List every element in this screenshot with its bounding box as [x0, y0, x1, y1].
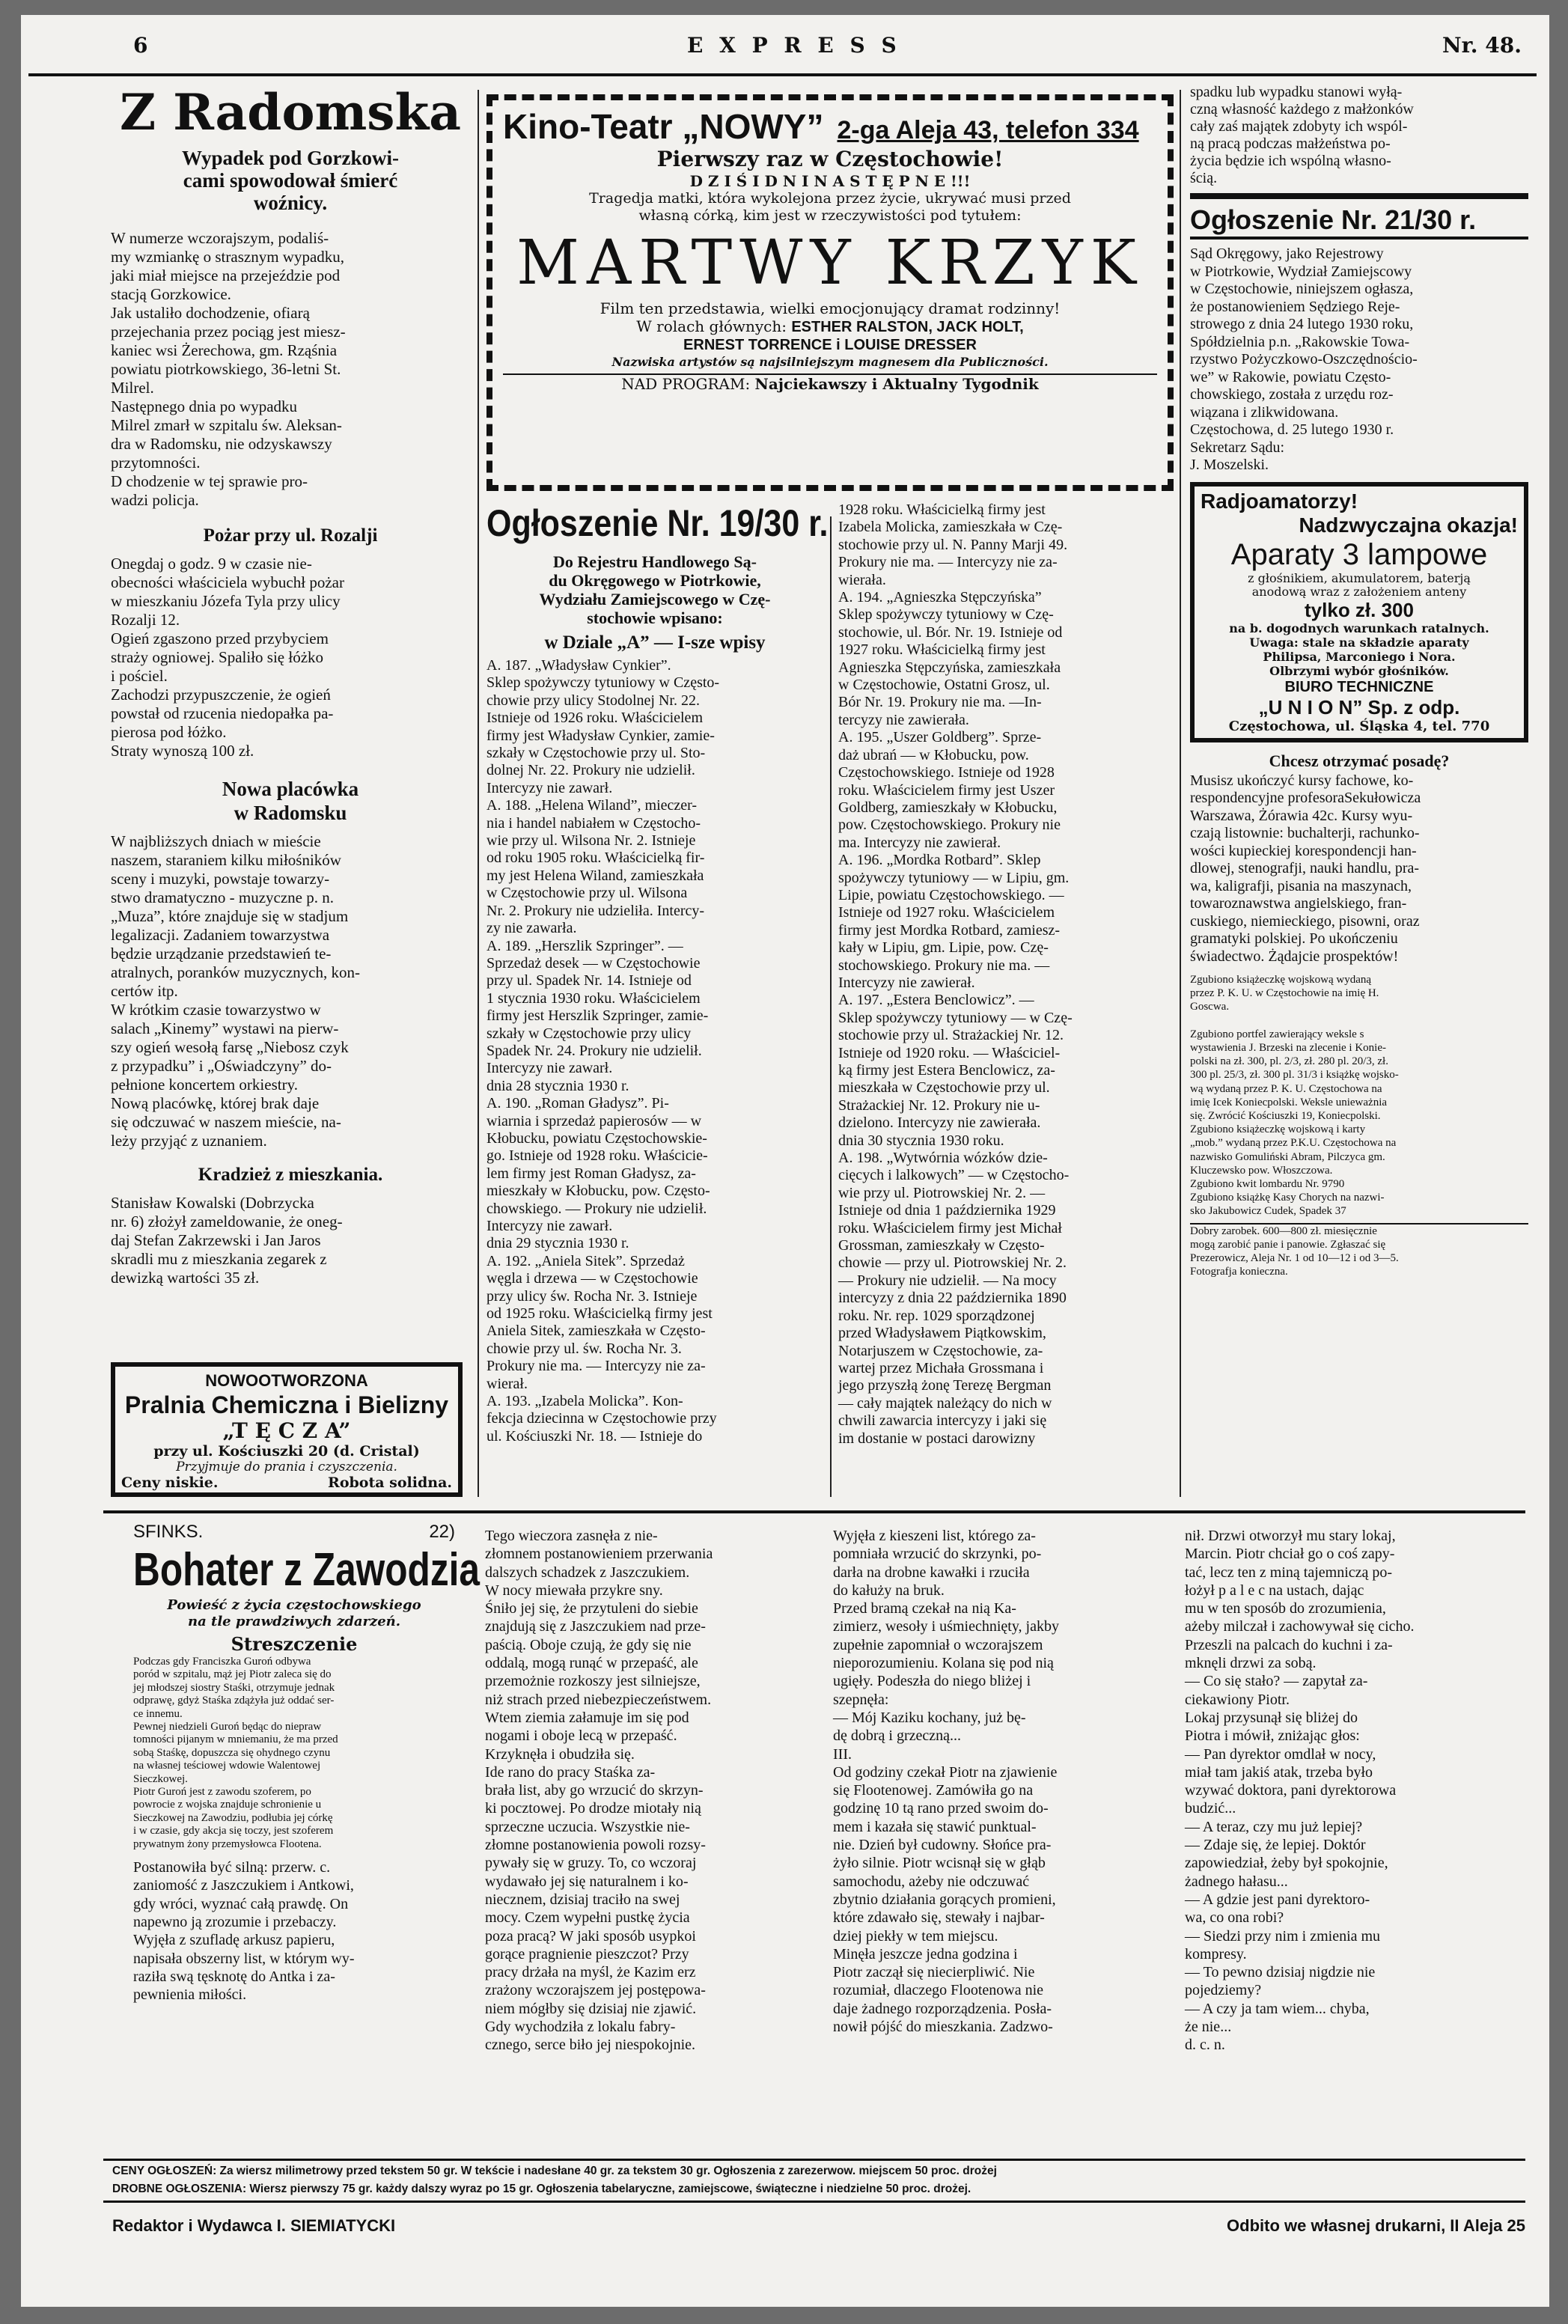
- article-body: Stanisław Kowalski (Dobrzycka nr. 6) złożył zameldowanie, że oneg- daj Stefan Zakrzewski i Jan Jaros skradli mu z mieszkania zegarek z dewizką wartości 35 zł.: [111, 1194, 343, 1287]
- serial-subtitle: Powieść z życia częstochowskiego na tle prawdziwych zdarzeń.: [167, 1597, 421, 1629]
- ad-address: Częstochowa, ul. Śląska 4, tel. 770: [1228, 718, 1490, 734]
- printer-line: Odbito we własnej drukarni, II Aleja 25: [1227, 2216, 1525, 2235]
- ad-line: Radjoamatorzy!: [1201, 489, 1358, 513]
- right-column: [1190, 84, 1528, 1278]
- serial-text: Tego wieczora zasnęła z nie- złomnem postanowieniem przerwania dalszych schadzek z Jaszczukiem. W nocy miewała przykre sny. Śniło jej się, że przytuleni do siebie znajdują się z Jaszczukiem nad prze- paścią. Oboje czują, że gdy się nie oddalą, mogą runąć w przepaść, ale przemożnie rozkoszy jest silniejsze, niż strach przed niebezpieczeństwem. Wtem ziemia załamuje im się pod nogami i oboje lecą w przepaść. Krzyknęła i obudziła się. Ide rano do pracy Staśka za- brała list, aby go wrzucić do skrzyn- ki pocztowej. Po drodze miotały nią sprzeczne uczucia. Wszystkie nie- złomne postanowienia powoli rozsy- pywały się w gruzy. To, co wczoraj wydawało jej się naturalnem i ko- niecznem, dzisiaj traciło na swej mocy. Czem wypełni pustkę życia poza pracą? W jaki sposób usypkoi gorące pragnienie pieszczot? Przy pracy drżała na myśl, że Kazim erz zrażony wczorajszem jej postępowa- niem mógłby się dzisiaj nie zjawić. Gdy wychodziła z lokalu fabry- cznego, serce biło jej niespokojnie.: [485, 1528, 713, 2054]
- ad-headline: Pralnia Chemiczna i Bielizny: [124, 1391, 449, 1418]
- page-number: 6: [133, 33, 148, 58]
- notice-title: Ogłoszenie Nr. 19/30 r.: [486, 502, 829, 544]
- ad-headline: Aparaty 3 lampowe: [1230, 537, 1488, 571]
- notice-entries: 1928 roku. Właścicielką firmy jest Izabela Molicka, zamieszkała w Czę- stochowie przy ul. N. Panny Marji 49. Prokury nie ma. — Intercyzy nie za- wierała. A. 194. „Agnieszka Stępczyńska” Sklep spożywczy tytuniowy w Czę- stochowie, ul. Bór. Nr. 19. Istnieje od 1927 roku. Właścicielką firmy jest Agnieszka Stępczyńska, zamieszkała w Częstochowie, Ostatni Grosz, ul. Bór Nr. 19. Prokury nie ma. —In- tercyzy nie zawierała. A. 195. „Uszer Goldberg”. Sprze- daż ubrań — w Kłobucku, pow. Częstochowskiego. Istnieje od 1928 roku. Właścicielem firmy jest Uszer Goldberg, zamieszkały w Kłobucku, pow. Częstochowskiego. Prokury nie ma. Intercyzy nie zawierał. A. 196. „Mordka Rotbard”. Sklep spożywczy tytuniowy — w Lipiu, gm. Lipie, powiatu Częstochowskiego. — Istnieje od 1927 roku. Właścicielem firmy jest Mordka Rotbard, zamiesz- kały w Lipiu, gm. Lipie, pow. Czę- stochowskiego. Prokury nie ma. — Intercyzy nie zawierał. A. 197. „Estera Benclowicz”. — Sklep spożywczy tytuniowy — w Czę- stochowie przy ul. Strażackiej Nr. 12. Istnieje od 1920 roku. — Właściciel- ką firmy jest Estera Benclowicz, za- mieszkała w Częstochowie przy ul. Strażackiej Nr. 12. Prokury nie u- dzielono. Intercyzy nie zawierała. dnia 30 stycznia 1930 roku. A. 198. „Wytwórnia wózków dzie- cięcych i lalkowych” — w Częstocho- wie przy ul. Piotrowskiej Nr. 2. — Istnieje od dnia 1 października 1929 roku. Właścicielem firmy jest Michał Grossman, zamieszkały w Często- chowie — przy ul. Piotrowskiej Nr. 2. — Prokury nie udzielił. — Na mocy intercyzy z dnia 22 października 1890 roku. Nr. rep. 1029 sporządzonej przed Władysławem Piątkowskim, Notarjuszem w Częstochowie, za- wartej przez Michała Grossmana i jego przyszłą żonę Terezę Bergman — cały majątek należący do nich w chwili zawarcia intercyzy i jaki się im dostanie w postaci darowizny: [838, 501, 1073, 1447]
- serial-column-4: [1185, 1527, 1518, 2055]
- divider: [1190, 237, 1528, 240]
- editor-line: Redaktor i Wydawca I. SIEMIATYCKI: [112, 2216, 396, 2235]
- episode-number: 22): [429, 1522, 455, 1542]
- serial-text: Wyjęła z kieszeni list, którego za- pomniała wrzucić do skrzynki, po- darła na drobne kawałki i rzuciła do kałuży na bruk. Przed bramą czekał na nią Ka- zimierz, wesoły i uśmiechnięty, jakby zupełnie zapomniał o wczorajszem nieporozumieniu. Kolana się pod nią ugięły. Podeszła do niego bliżej i szepnęła: — Mój Kaziku kochany, już bę- dę dobrą i grzeczną... III. Od godziny czekał Piotr na zjawienie się Flootenowej. Zamówiła go na godzinę 10 tą rano przed swoim do- mem i kazała się stawić punktual- nie. Dzień był cudowny. Słońce pra- żyło silnie. Piotr wcisnął się w głąb samochodu, ażeby nie odczuwać zbytnio działania gorących promieni, które zdawało się, stewały i najbar- dziej piekły w tem miejscu. Minęła jeszcze jedna godzina i Piotr zaczął się niecierpliwić. Nie rozumiał, dlaczego Flootenowa nie daje żadnego rozporządzenia. Posła- nowił pójść do mieszkania. Zadzwo-: [833, 1528, 1059, 2036]
- job-ad: Dobry zarobek. 600—800 zł. miesięcznie mogą zarobić panie i panowie. Zgłaszać się Prezerowicz, Aleja Nr. 1 od 10—12 i od 3—5. Fotografja konieczna.: [1190, 1223, 1528, 1279]
- section-divider: [103, 1510, 1525, 1513]
- ad-body: Musisz ukończyć kursy fachowe, ko- respondencyjne profesoraSekułowicza Warszawa, Żórawia 42c. Kursy wyu- czają listownie: buchalterji, rachunko- wości kupieckiej korespondencji han- dlowej, stenografji, nauki handlu, pra- wa, kaligrafji, pisania na maszynach, towaroznawstwa angielskiego, fran- cuskiego, niemieckiego, pisowni, oraz gramatyki polskiej. Po ukończeniu świadectwo. Żądajcie prospektów!: [1190, 772, 1421, 965]
- serial-column-3: [833, 1527, 1162, 2036]
- column-rule: [1180, 90, 1181, 1497]
- serial-column-2: [485, 1527, 818, 2055]
- ad-prices: CENY OGŁOSZEŃ: Za wiersz milimetrowy przed tekstem 50 gr. W tekście i nadesłane 40 gr. za tekstem 30 gr. Ogłoszenia z zarezerwow. miejscem 50 proc. drożej: [112, 2165, 997, 2177]
- notice-title: Ogłoszenie Nr. 21/30 r.: [1190, 204, 1477, 235]
- article-body: Onegdaj o godz. 9 w czasie nie- obecności właściciela wybuchł pożar w mieszkaniu Józefa Tyla przy ulicy Rozalji 12. Ogień zgaszono przed przybyciem straży ogniowej. Spaliło się łóżko i pościel. Zachodzi przypuszczenie, że ogień powstał od rzucenia niedopałka pa- pierosa pod łóżko. Straty wynoszą 100 zł.: [111, 555, 344, 760]
- ad-company: „U N I O N” Sp. z odp.: [1258, 695, 1460, 719]
- ad-line: przy ul. Kościuszki 20 (d. Cristal): [153, 1443, 420, 1460]
- divider: [1190, 193, 1528, 199]
- ad-line: Nadzwyczajna okazja!: [1299, 513, 1518, 537]
- ad-line: z głośnikiem, akumulatorem, baterją anodową wraz z założeniem anteny: [1248, 570, 1471, 599]
- ad-line: Przyjmuje do prania i czyszczenia.: [176, 1460, 397, 1474]
- ad-line: [503, 373, 1157, 393]
- serial-intro: [133, 1521, 480, 2004]
- ad-line: [121, 1474, 452, 1491]
- ad-line: Tragedja matki, która wykolejona przez życie, ukrywać musi przed własną córką, kim jest w rzeczywistości pod tytułem:: [589, 190, 1071, 224]
- ad-line: Pierwszy raz w Częstochowie!: [656, 147, 1004, 171]
- notice-body: Sąd Okręgowy, jako Rejestrowy w Piotrkowie, Wydział Zamiejscowy w Częstochowie, niniejszem ogłasza, że postanowieniem Sędziego Reje- strowego z dnia 24 lutego 1930 roku, Spółdzielnia p.n. „Rakowskie Towa- rzystwo Pożyczkowo-Oszczędnościo- we” w Rakowie, powiatu Często- chowskiego, została z urzędu roz- wiązana i zlikwidowana. Częstochowa, d. 25 lutego 1930 r. Sekretarz Sądu: J. Moszelski.: [1190, 245, 1418, 473]
- ad-line: NOWOOTWORZONA: [205, 1371, 368, 1390]
- ogloszenie-19-continued: [838, 501, 1172, 1448]
- ad-line: [503, 317, 1157, 336]
- column-rule: [478, 90, 479, 1497]
- small-ad-prices: DROBNE OGŁOSZENIA: Wiersz pierwszy 75 gr. każdy dalszy wyraz po 15 gr. Ogłoszenia tabelaryczne, zamiejscowe, świąteczne i niedzielne 50 proc. drożej.: [112, 2183, 971, 2195]
- lost-items-notices: Zgubiono książeczkę wojskową wydaną przez P. K. U. w Częstochowie na imię H. Goscwa. Zgubiono portfel zawierający weksle s wystawienia J. Brzeski na zlecenie i Konie- polski na zł. 300, pl. 2/3, zł. 280 pl. 20/3, zł. 300 pl. 25/3, zł. 300 pl. 31/3 i książkę wojsko- wą wydaną przez P. K. U. Częstochowa na imię Icek Koniecpolski. Weksle unieważnia się. Zwrócić Kościuszki 19, Koniecpolski. Zgubiono książeczkę wojskową i karty „mob.” wydaną przez P.K.U. Częstochowa na nazwisko Gomuliński Abram, Pilczyca gm. Kluczewsko pow. Włoszczowa. Zgubiono kwit lombardu Nr. 9790 Zgubiono książkę Kasy Chorych na nazwi- sko Jakubowicz Cudek, Spadek 37: [1190, 974, 1399, 1218]
- issue-number: Nr. 48.: [1442, 33, 1522, 58]
- kino-header: [503, 106, 1157, 147]
- ogloszenie-19: [486, 501, 829, 1445]
- serial-text: Postanowiła być silną: przerw. c. zaniomość z Jaszczukiem i Antkowi, gdy wróci, wyznać całą prawdę. On napewno ją zrozumie i przebaczy. Wyjęła z szufladę arkusz papieru, napisała obszerny list, w którym wy- raziła swą tęsknotę do Antka i za- pewnienia miłości.: [133, 1859, 355, 2004]
- cinema-address: 2-ga Aleja 43, telefon 334: [837, 116, 1139, 144]
- article-headline: Pożar przy ul. Rozalji: [203, 525, 378, 546]
- summary-heading: Streszczenie: [231, 1633, 358, 1655]
- notice-intro: Do Rejestru Handlowego Są- du Okręgowego w Piotrkowie, Wydziału Zamiejscowego w Czę- stochowie wpisano:: [539, 552, 771, 627]
- ad-headline: Chcesz otrzymać posadę?: [1269, 751, 1450, 770]
- ad-price-note: Ceny niskie.: [121, 1474, 219, 1491]
- serial-text: nił. Drzwi otworzył mu stary lokaj, Marcin. Piotr chciał go o coś zapy- tać, lecz ten z miną tajemniczą po- łożył p a l e c na ustach, dając mu w ten sposób do zrozumienia, ażeby milczał i zachowywał się cicho. Przeszli na palcach do kuchni i za- mknęli drzwi za sobą. — Co się stało? — zapytał za- ciekawiony Piotr. Lokaj przysunął się bliżej do Piotra i mówił, zniżając głos: — Pan dyrektor omdlał w nocy, miał tam jakiś atak, trzeba było wzywać doktora, pani dyrektorowa budzić... — A teraz, czy mu już lepiej? — Zdaje się, że lepiej. Doktór zapowiedział, żeby był spokojnie, żadnego hałasu... — A gdzie jest pani dyrektoro- wa, co ona robi? — Siedzi przy nim i zmienia mu kompresy. — To pewno dzisiaj nigdzie nie pojedziemy? — A czy ja tam wiem... chyba, że nie... d. c. n.: [1185, 1528, 1415, 2054]
- ad-line: na b. dogodnych warunkach ratalnych. Uwaga: stale na składzie aparaty Philipsa, Marconiego i Nora. Olbrzymi wybór głośników.: [1229, 620, 1489, 678]
- section-title: Z Radomska: [120, 83, 461, 141]
- cast-label: W rolach głównych:: [636, 317, 787, 335]
- serial-summary: Podczas gdy Franciszka Guroń odbywa poród w szpitalu, mąż jej Piotr zaleca się do jej młodszej siostry Staśki, otrzymuje jednak odprawę, gdyż Staśka zdążyła już oddać ser- ce innemu. Pewnej niedzieli Guroń będąc do niepraw tomności pijanym w mniemaniu, że ma przed sobą Staśkę, dopuszcza się ohydnego czynu na własnej teściowej wdowie Walentowej Sieczkowej. Piotr Guroń jest z zawodu szoferem, po powrocie z wojska znajduje schronienie u Sieczkowej na Zawodziu, podłubia jej córkę i w czasie, gdy akcja się toczy, jest szoferem prywatnym żony przemysłowca Flootena.: [133, 1656, 338, 1850]
- footer-rule: [103, 2159, 1525, 2161]
- ad-line: Nazwiska artystów są najsilniejszym magnesem dla Publiczności.: [611, 355, 1049, 369]
- column-rule: [830, 516, 832, 1497]
- film-title: MARTWY KRZYK: [516, 228, 1144, 299]
- radio-ad: [1190, 482, 1528, 742]
- notice-continuation: spadku lub wypadku stanowi wyłą- czną własność każdego z małżonków cały zaś majątek zdobyty ich wspól- ną pracą podczas małżeństwa po- życia będzie ich wspólną własno- ścią.: [1190, 84, 1414, 186]
- page-header: [28, 22, 1537, 76]
- article-body: W numerze wczorajszym, podaliś- my wzmiankę o strasznym wypadku, jaki miał miejsce na przejeździe pod stacją Gorzkowice. Jak ustaliło dochodzenie, ofiarą przejechania przez pociąg jest miesz- kaniec wsi Żerechowa, gm. Rząśnia powiatu piotrkowskiego, 36-letni St. Milrel. Następnego dnia po wypadku Milrel zmarł w szpitalu św. Aleksan- dra w Radomsku, nie odzyskawszy przytomności. D chodzenie w tej sprawie pro- wadzi policja.: [111, 229, 346, 509]
- serial-title: Bohater z Zawodzia: [133, 1544, 480, 1596]
- extra-program-label: NAD PROGRAM:: [621, 375, 751, 393]
- author-label: SFINKS.: [133, 1522, 204, 1542]
- ad-line: „T Ę C Z A”: [222, 1418, 351, 1443]
- ad-line: D Z I Ś I D N I N A S T Ę P N E !!!: [689, 172, 971, 190]
- page-content: [28, 22, 1537, 2298]
- extra-program: Najciekawszy i Aktualny Tygodnik: [754, 375, 1039, 393]
- newspaper-page: [21, 15, 1549, 2307]
- ad-line: Film ten przedstawia, wielki emocjonujący dramat rodzinny!: [600, 299, 1061, 317]
- newspaper-title: E X P R E S S: [687, 33, 901, 58]
- notice-entries: A. 187. „Władysław Cynkier”. Sklep spożywczy tytuniowy w Często- chowie przy ulicy Stodolnej Nr. 22. Istnieje od 1926 roku. Właścicielem firmy jest Władysław Cynkier, zamie- szkały w Częstochowie przy ul. Sto- dolnej Nr. 22. Prokury nie udzielił. Intercyzy nie zawarł. A. 188. „Helena Wiland”, mieczer- nia i handel nabiałem w Częstocho- wie przy ul. Wilsona Nr. 2. Istnieje od roku 1905 roku. Właścicielką fir- my jest Helena Wiland, zamieszkała w Częstochowie przy ul. Wilsona Nr. 2. Prokury nie udzieliła. Intercy- zy nie zawarła. A. 189. „Herszlik Szpringer”. — Sprzedaż desek — w Częstochowie przy ul. Spadek Nr. 14. Istnieje od 1 stycznia 1930 roku. Właścicielem firmy jest Herszlik Szpringer, zamie- szkały w Częstochowie przy ulicy Spadek Nr. 24. Prokury nie udzielił. Intercyzy nie zawarł. dnia 28 stycznia 1930 r. A. 190. „Roman Gładysz”. Pi- wiarnia i sprzedaż papierosów — w Kłobucku, powiatu Częstochowskie- go. Istnieje od 1928 roku. Właścicie- lem firmy jest Roman Gładysz, za- mieszkały w Kłobucku, pow. Często- chowskiego. — Prokury nie udzielił. Intercyzy nie zawarł. dnia 29 stycznia 1930 r. A. 192. „Aniela Sitek”. Sprzedaż węgla i drzewa — w Częstochowie przy ulicy św. Rocha Nr. 3. Istnieje od 1925 roku. Właścicielką firmy jest Aniela Sitek, zamieszkała w Często- chowie przy ul. św. Rocha Nr. 3. Prokury nie ma. — Intercyzy nie za- wierał. A. 193. „Izabela Molicka”. Kon- fekcja dziecinna w Częstochowie przy ul. Kościuszki Nr. 18. — Istnieje do: [486, 657, 720, 1445]
- article-body: W najbliższych dniach w mieście naszem, staraniem kilku miłośników sceny i muzyki, powstaje towarzy- stwo dramatyczno - muzyczne p. n. „Muza”, które znajduje się w stadjum legalizacji. Zadaniem towarzystwa będzie urządzanie przedstawień te- atralnych, poranków muzycznych, kon- certów itp. W krótkim czasie towarzystwo w salach „Kinemy” wystawi na pierw- szy ogień wesołą farsę „Niebosz czyk z przypadku” i „Oświadczyny” do- pełnione koncertem orkiestry. Nową placówkę, której brak daje się odczuwać w naszem mieście, na- leży przyjąć z uznaniem.: [111, 832, 360, 1150]
- article-headline: Kradzież z mieszkania.: [198, 1165, 383, 1185]
- pralnia-ad: [111, 1362, 463, 1497]
- cast-names: ERNEST TORRENCE i LOUISE DRESSER: [683, 337, 977, 353]
- article-headline: Wypadek pod Gorzkowi- cami spowodował śmierć woźnicy.: [181, 147, 400, 214]
- ad-quality-note: Robota solidna.: [328, 1474, 452, 1491]
- ad-line: BIURO TECHNICZNE: [1284, 678, 1434, 695]
- footer-rule: [103, 2201, 1525, 2203]
- notice-section: w Dziale „A” — I-sze wpisy: [544, 632, 766, 653]
- serial-byline: [133, 1521, 455, 1543]
- radomska-section: [111, 82, 470, 1287]
- ad-price: tylko zł. 300: [1305, 598, 1414, 621]
- cinema-name: Kino-Teatr „NOWY”: [503, 107, 824, 146]
- kino-ad: [486, 94, 1174, 491]
- article-headline: Nowa placówka w Radomsku: [222, 778, 359, 824]
- cast-names: ESTHER RALSTON, JACK HOLT,: [791, 319, 1024, 335]
